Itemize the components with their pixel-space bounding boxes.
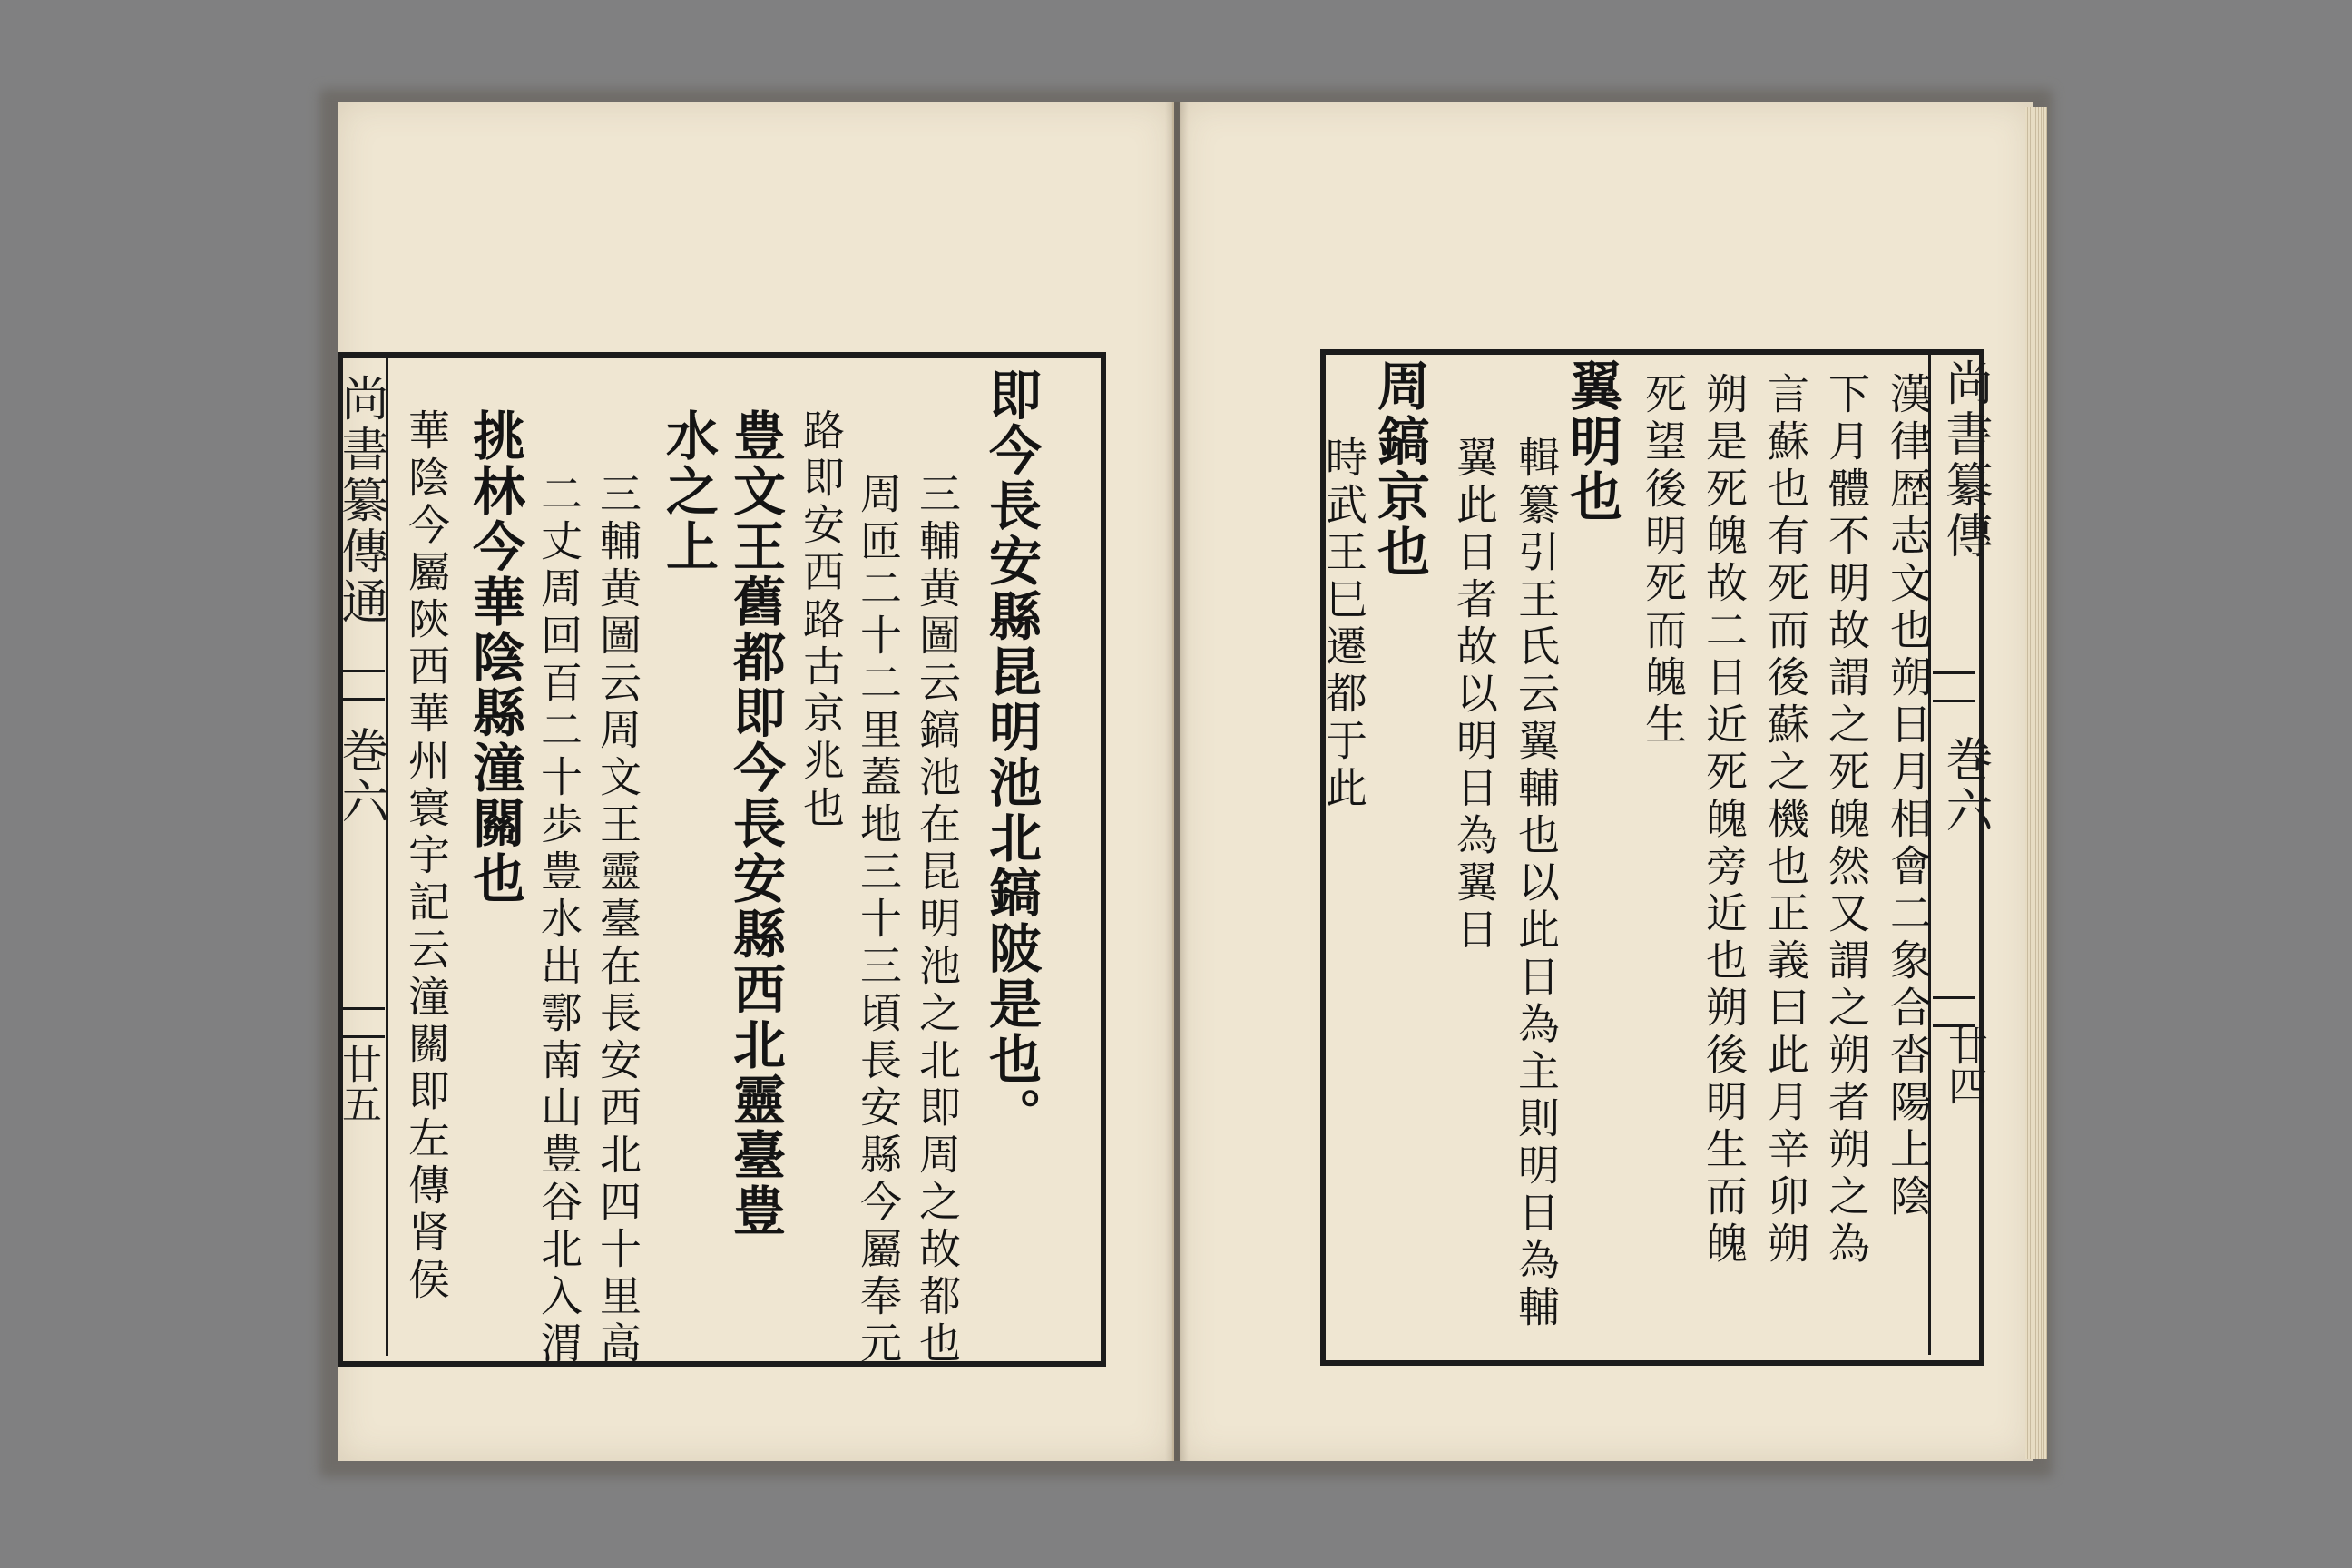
right-col-9: 周鎬京也 bbox=[1368, 358, 1430, 580]
left-page-number: 廿五 bbox=[335, 1044, 381, 1123]
left-col-2: 三輔黄圖云鎬池在昆明池之北即周之故都也 bbox=[913, 472, 962, 1368]
right-fishtail-upper bbox=[1933, 671, 1975, 702]
right-col-8: 翼此日者故以明日為翼日 bbox=[1450, 436, 1499, 955]
right-margin-volume: 巻六 bbox=[1937, 735, 1992, 837]
left-col-8: 二丈周回百二十歩豊水出鄠南山豊谷北入渭 bbox=[534, 472, 583, 1368]
right-col-4: 朔是死魄故二日近死魄旁近也朔後明生而魄 bbox=[1700, 372, 1749, 1269]
right-col-7: 輯纂引王氏云翼輔也以此日為主則明日為輔 bbox=[1512, 436, 1561, 1332]
left-col-10: 華陰今屬陝西華州寰宇記云潼關即左傳肾侯 bbox=[402, 408, 451, 1305]
left-fishtail-lower bbox=[343, 1007, 385, 1038]
right-col-3: 言蘇也有死而後蘇之機也正義曰此月辛卯朔 bbox=[1761, 372, 1810, 1269]
right-col-2: 下月體不明故謂之死魄然又謂之朔者朔之為 bbox=[1822, 372, 1871, 1269]
left-col-1: 即今長安縣昆明池北鎬陂是也。 bbox=[980, 368, 1042, 1142]
right-fishtail-lower bbox=[1933, 996, 1975, 1027]
right-col-10: 時武王巳遷都于此 bbox=[1319, 436, 1368, 813]
left-col-9: 挑林今華陰縣潼關也 bbox=[464, 408, 525, 906]
right-col-6: 翼明也 bbox=[1561, 358, 1622, 524]
right-col-1: 漢律歴志文也朔日月相會二象合沓陽上陰 bbox=[1884, 372, 1933, 1221]
left-margin-volume: 巻六 bbox=[333, 726, 387, 828]
book-gutter bbox=[1165, 102, 1189, 1461]
left-col-7: 三輔黄圖云周文王靈臺在長安西北四十里高 bbox=[593, 472, 642, 1368]
left-fishtail-upper bbox=[343, 670, 385, 701]
page-edges bbox=[2025, 107, 2047, 1459]
right-col-5: 死望後明死而魄生 bbox=[1639, 372, 1688, 750]
left-col-5: 豊文王舊都即今長安縣西北靈臺豊 bbox=[724, 408, 786, 1239]
left-col-4: 路即安西路古京兆也 bbox=[797, 408, 846, 833]
right-margin-title: 尚書纂傳 bbox=[1937, 358, 1992, 562]
right-page-number: 廿四 bbox=[1941, 1025, 1987, 1105]
left-col-3: 周匝二十二里蓋地三十三頃長安縣今屬奉元 bbox=[854, 472, 903, 1368]
left-col-6: 水之上 bbox=[657, 408, 719, 574]
left-margin-title: 尚書纂傳通 bbox=[333, 374, 387, 628]
